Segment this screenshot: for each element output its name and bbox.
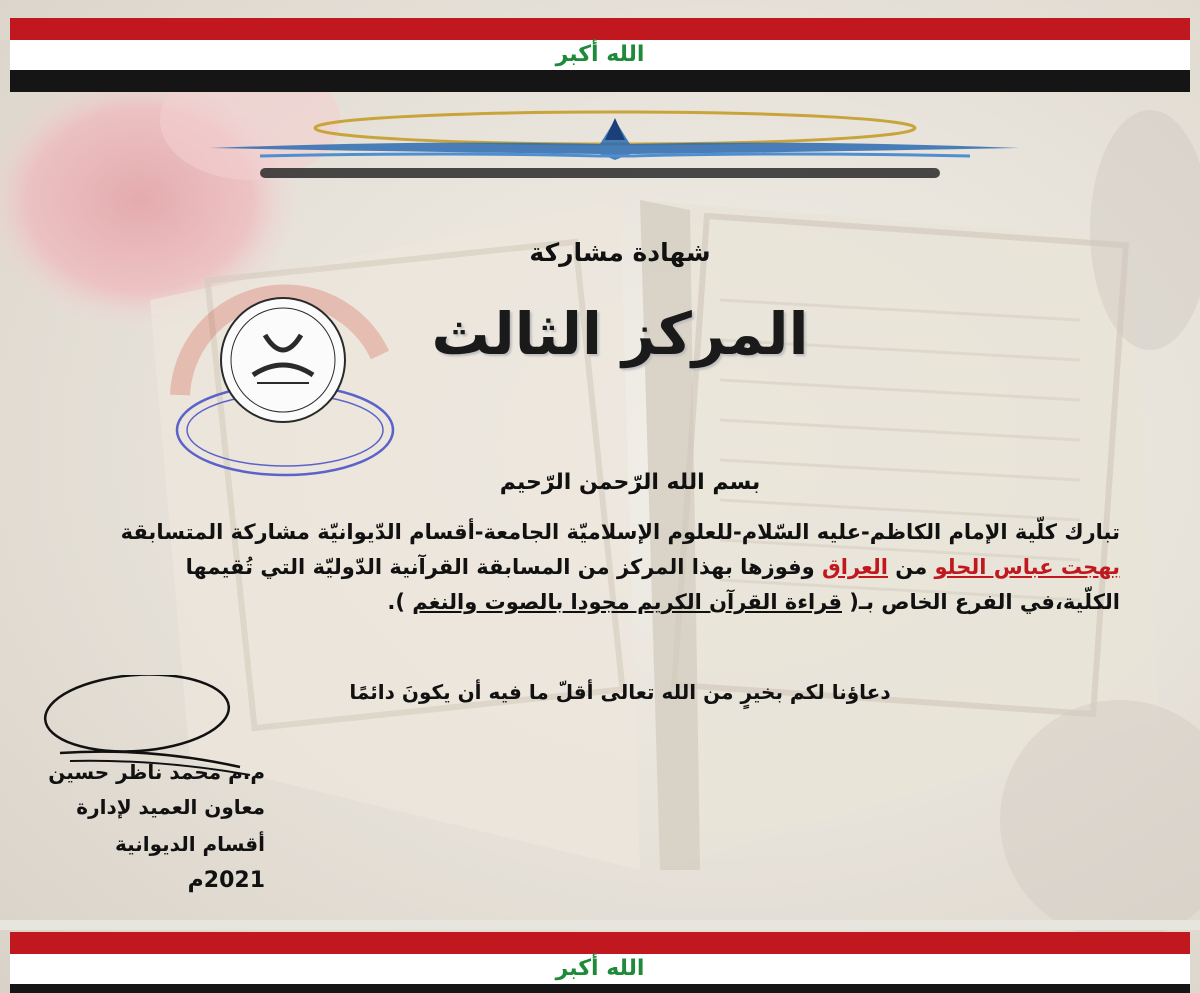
recipient-name: بهجت عباس الحلو [934, 555, 1120, 579]
emblem-icon [200, 100, 1030, 190]
flag-black-stripe [10, 984, 1190, 993]
iraqi-flag-top [0, 14, 1200, 96]
flag-red-stripe [10, 18, 1190, 40]
signatory-role: معاون العميد لإدارة [76, 795, 265, 819]
closing-prayer: دعاؤنا لكم بخيرٍ من الله تعالى أقلّ ما فيه أن يكونَ دائمًا [349, 680, 891, 704]
body-line-2 [110, 550, 1120, 585]
college-seal-stamp [165, 265, 400, 490]
flag-takbir-text: الله أكبر [555, 956, 645, 981]
body-line-3 [110, 585, 1120, 620]
body-line-2-rest: وفوزها بهذا المركز من المسابقة القرآنية الدّوليّة التي تُقيمها [185, 555, 822, 579]
country-name: العراق [822, 555, 888, 579]
signatory-name: م.م محمد ناظر حسين [48, 760, 265, 784]
flag-red-stripe [10, 932, 1190, 954]
branch-suffix: ). [387, 590, 413, 614]
rank-heading: المركز الثالث [431, 300, 809, 368]
body-line-1: تبارك كلّية الإمام الكاظم-عليه السّلام-للعلوم الإسلاميّة الجامعة-أقسام الدّيوانيّة مشاركة المتسابقة [120, 520, 1120, 544]
certificate-body [110, 515, 1120, 620]
signatory-department: أقسام الديوانية [114, 832, 265, 856]
from-word: من [887, 555, 935, 579]
competition-branch: قراءة القرآن الكريم مجودا بالصوت والنغم [412, 590, 842, 614]
flag-takbir-text: الله أكبر [555, 42, 645, 67]
flag-black-stripe [10, 70, 1190, 92]
branch-prefix: الكلّية،في الفرع الخاص بـ( [841, 590, 1120, 614]
certificate-title: شهادة مشاركة [529, 238, 711, 267]
iraqi-flag-bottom [0, 928, 1200, 993]
basmala: بسم الله الرّحمن الرّحيم [499, 470, 761, 495]
certificate-year: 2021م [187, 868, 265, 893]
